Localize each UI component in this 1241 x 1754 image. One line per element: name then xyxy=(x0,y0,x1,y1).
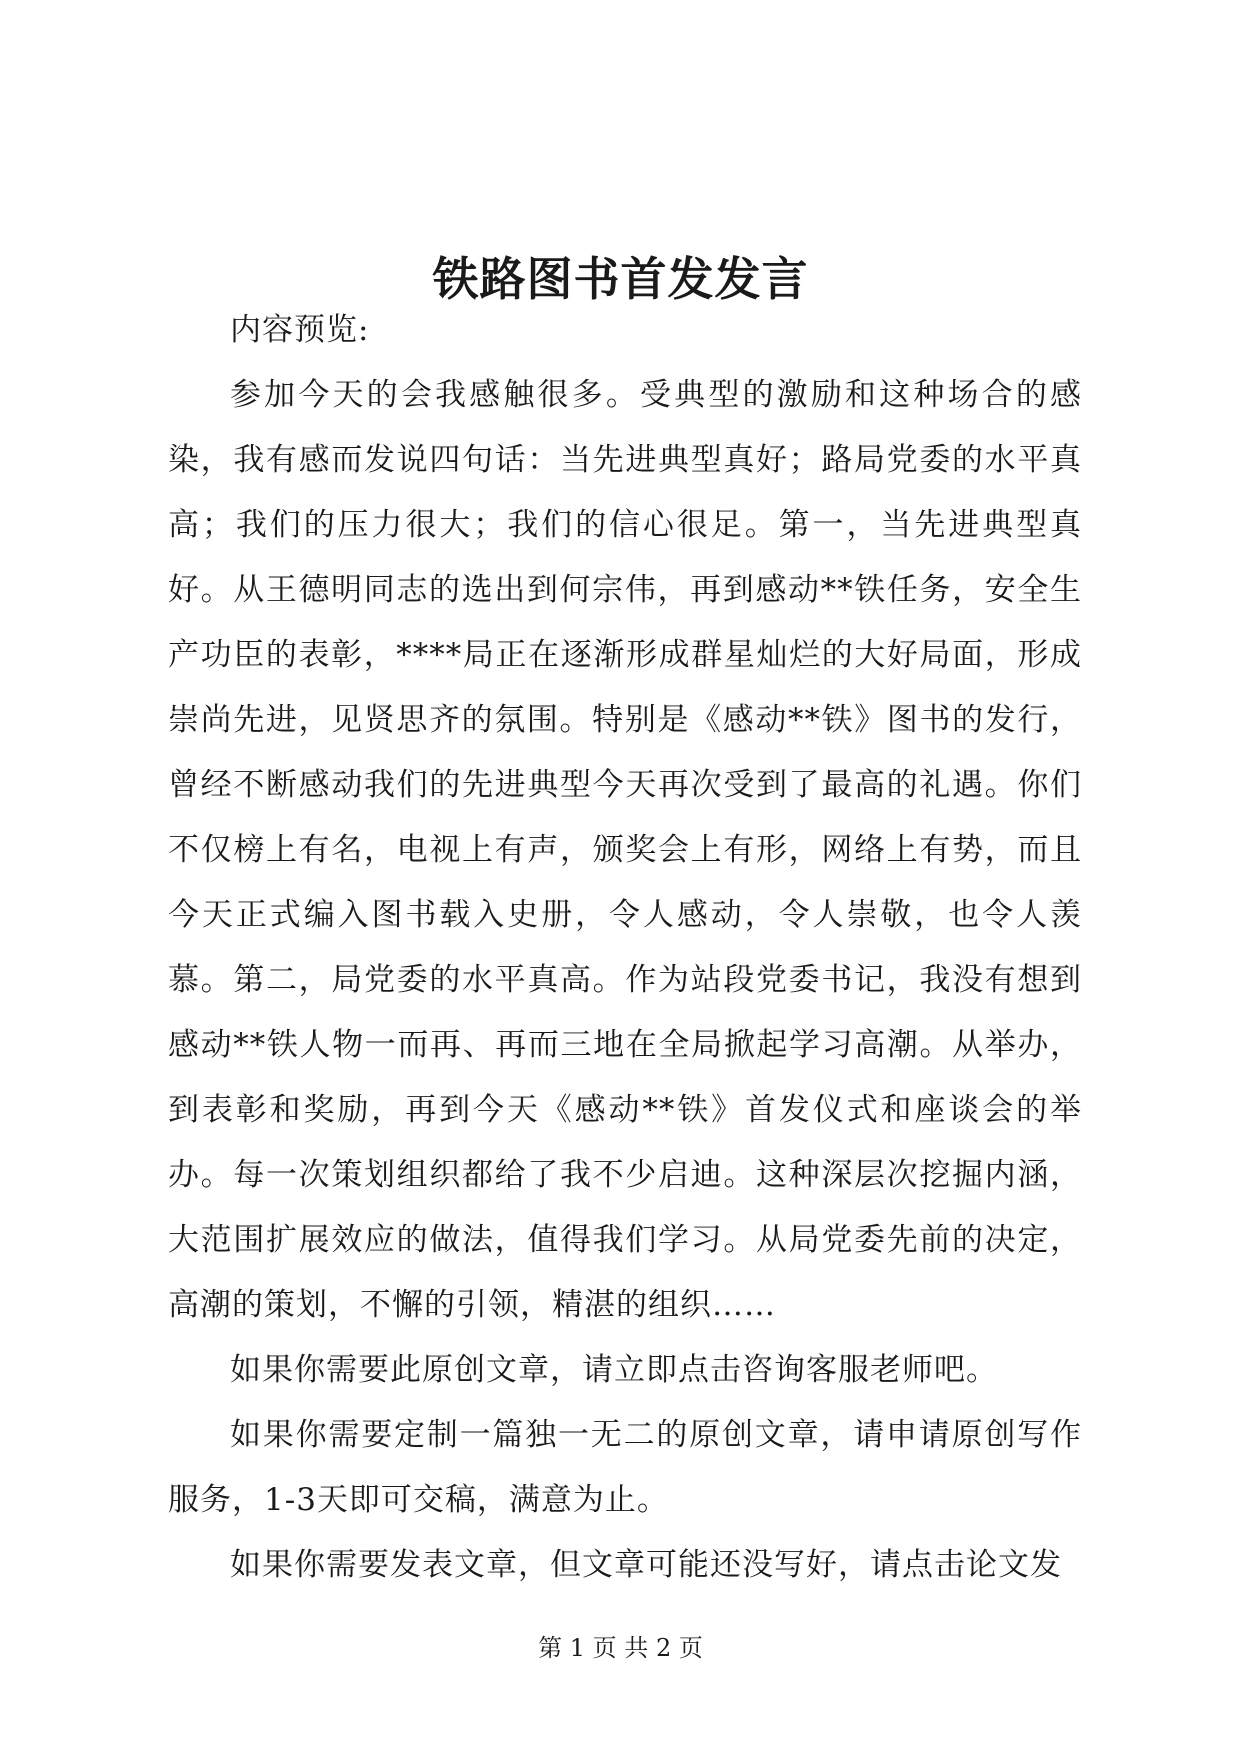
main-paragraph: 参加今天的会我感触很多。受典型的激励和这种场合的感染，我有感而发说四句话：当先进典型真好；路局党委的水平真高；我们的压力很大；我们的信心很足。第一，当先进典型真好。从王德明同志的选出到何宗伟，再到感动**铁任务，安全生产功臣的表彰，****局正在逐渐形成群星灿烂的大好局面，形成崇尚先进，见贤思齐的氛围。特别是《感动**铁》图书的发行，曾经不断感动我们的先进典型今天再次受到了最高的礼遇。你们不仅榜上有名，电视上有声，颁奖会上有形，网络上有势，而且今天正式编入图书载入史册，令人感动，令人崇敬，也令人羡慕。第二，局党委的水平真高。作为站段党委书记，我没有想到感动**铁人物一而再、再而三地在全局掀起学习高潮。从举办，到表彰和奖励，再到今天《感动**铁》首发仪式和座谈会的举办。每一次策划组织都给了我不少启迪。这种深层次挖掘内涵，大范围扩展效应的做法，值得我们学习。从局党委先前的决定，高潮的策划，不懈的引领，精湛的组织…… xyxy=(168,377,1082,1323)
page-number: 第 1 页 共 2 页 xyxy=(538,1634,703,1662)
preview-label: 内容预览: xyxy=(230,312,370,348)
document-body xyxy=(168,298,1082,1598)
custom-writing-paragraph: 如果你需要定制一篇独一无二的原创文章，请申请原创写作服务，1-3天即可交稿，满意为止。 xyxy=(168,1417,1082,1518)
publish-paragraph: 如果你需要发表文章，但文章可能还没写好，请点击论文发 xyxy=(230,1547,1062,1583)
document-title: 铁路图书首发发言 xyxy=(432,251,809,306)
consult-paragraph: 如果你需要此原创文章，请立即点击咨询客服老师吧。 xyxy=(230,1352,998,1388)
